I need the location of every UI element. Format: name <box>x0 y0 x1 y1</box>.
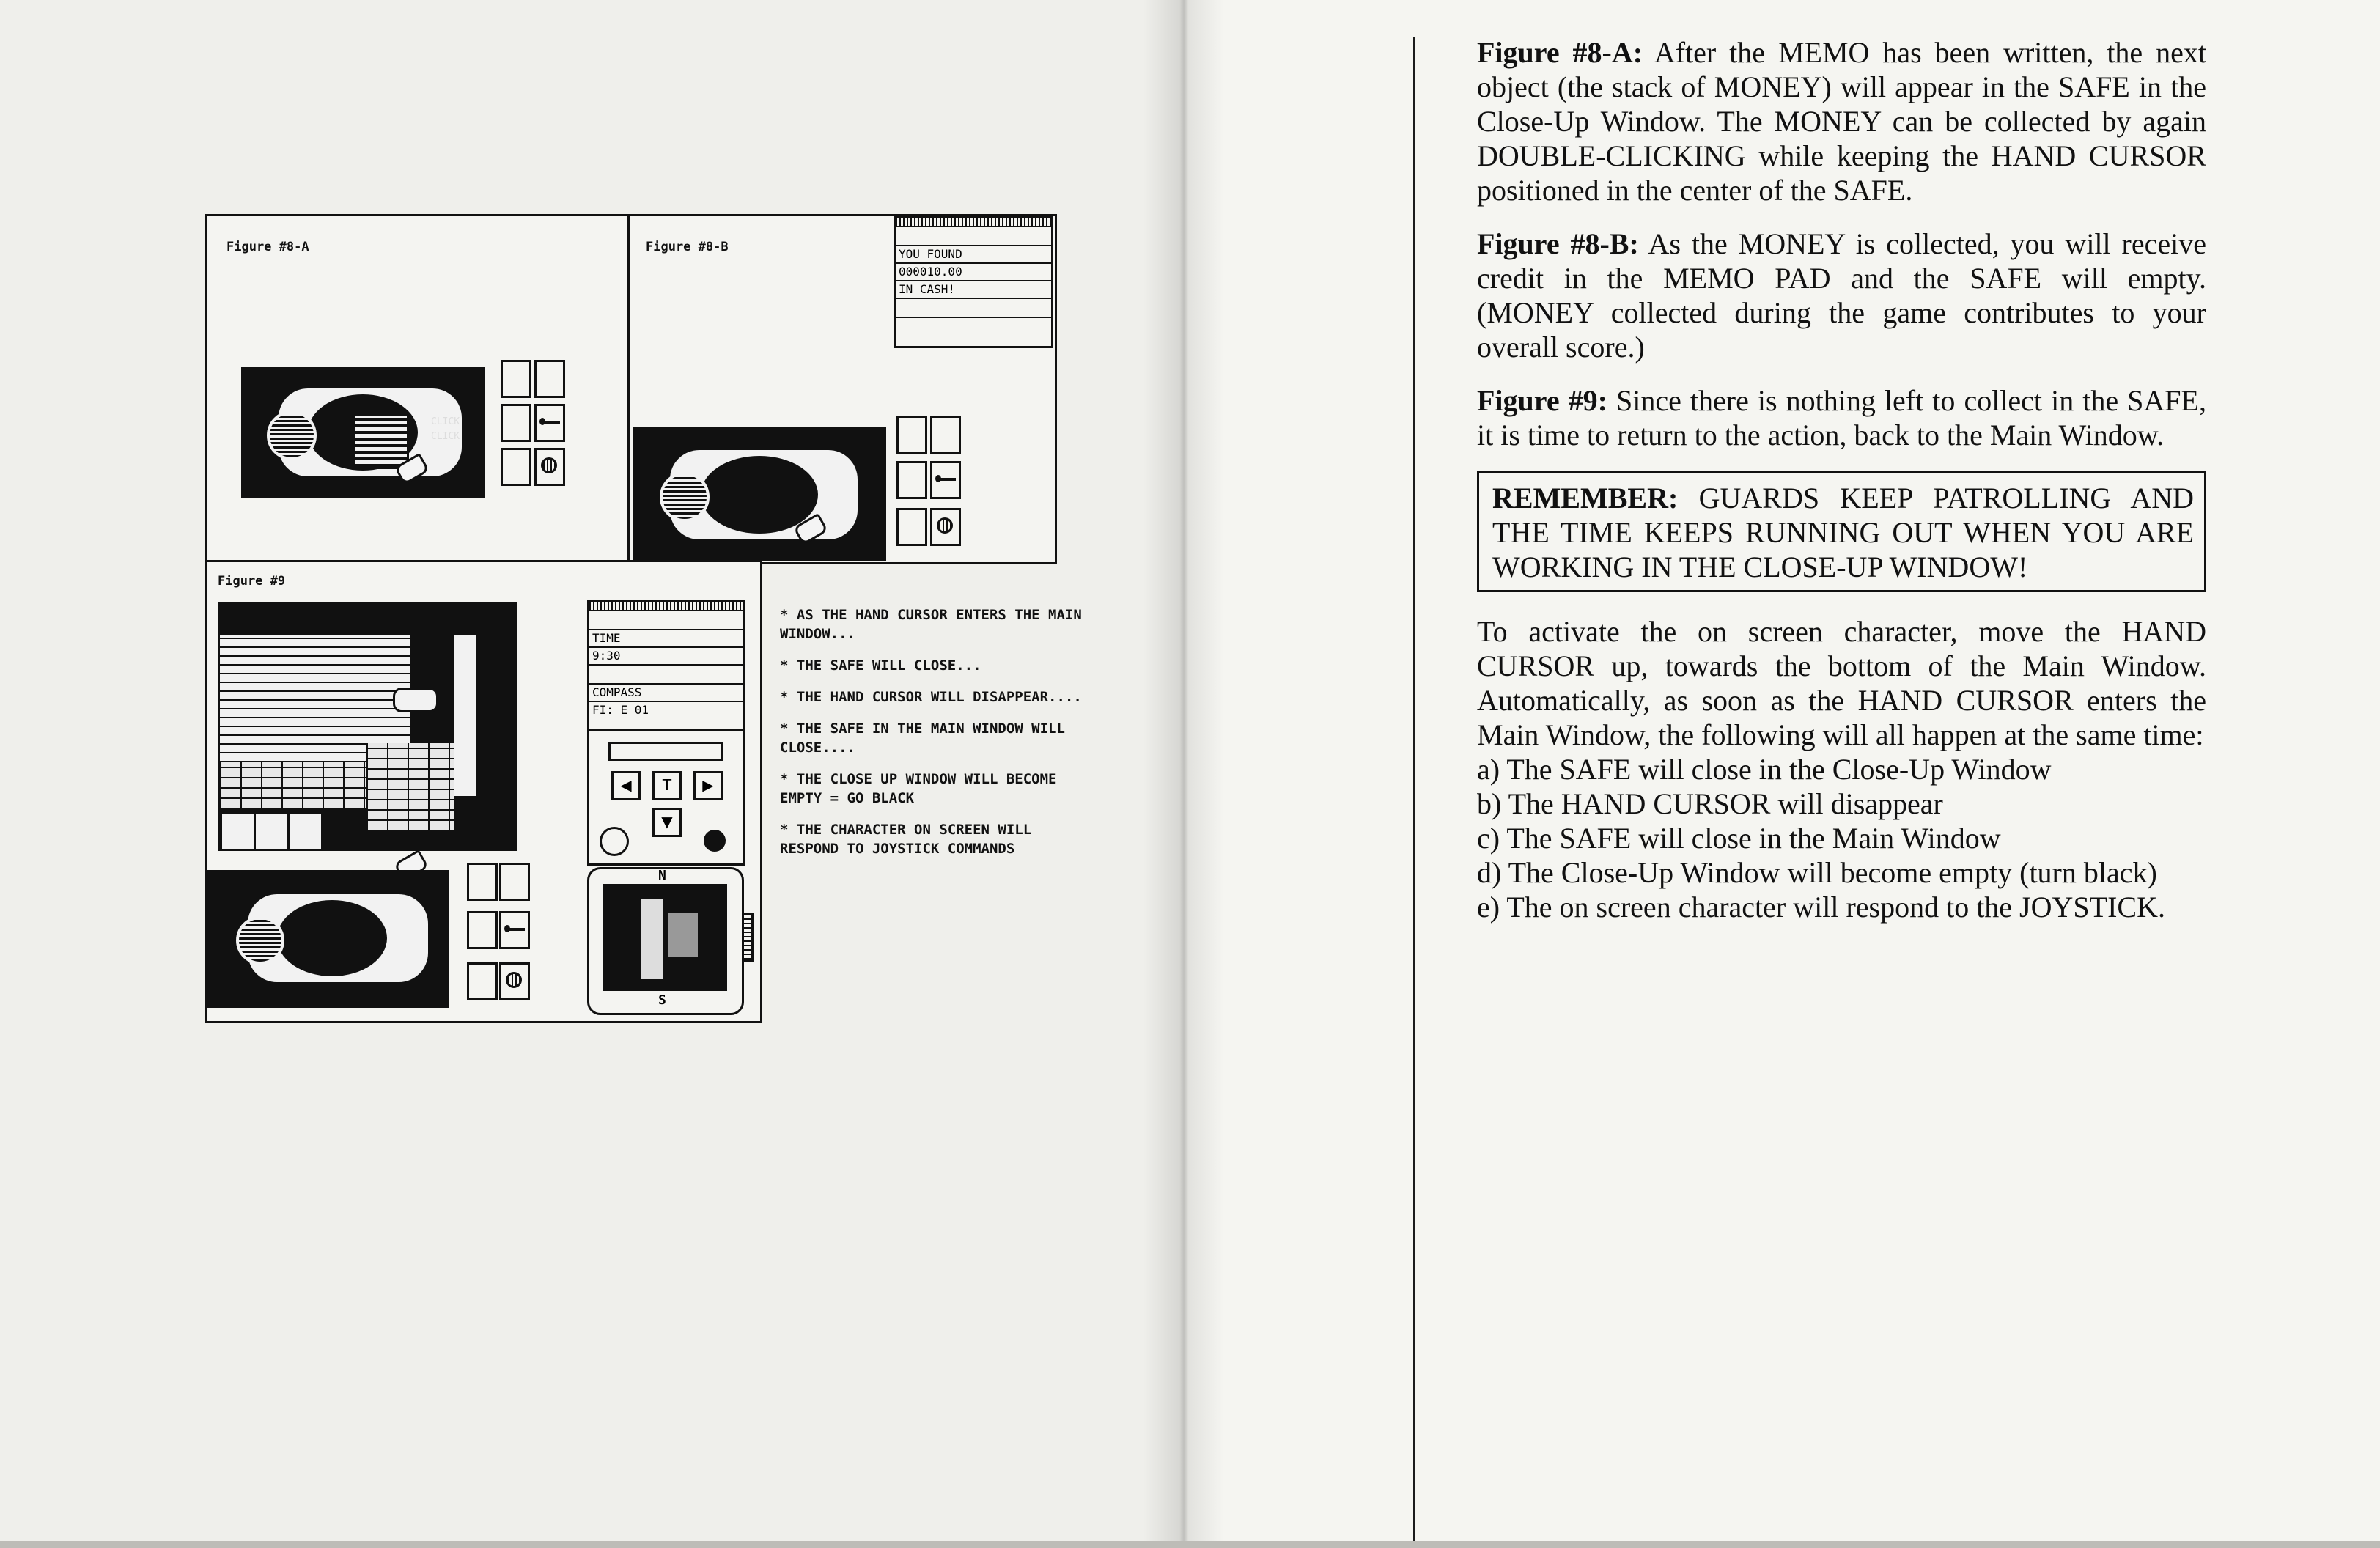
page-bottom-edge <box>0 1541 2380 1548</box>
note-item: * THE CHARACTER ON SCREEN WILL RESPOND TO JOYSTICK COMMANDS <box>780 822 1032 857</box>
shelf-block <box>220 812 323 849</box>
control-panel <box>587 729 745 866</box>
book-gutter <box>1143 0 1224 1548</box>
memo-pad <box>894 216 1053 348</box>
figure-8a <box>205 214 632 564</box>
list-item: e) The on screen character will respond to the JOYSTICK. <box>1477 891 2165 924</box>
safe-dial-slot-icon <box>930 508 961 546</box>
floor-pattern <box>366 743 454 831</box>
note-item: * THE SAFE IN THE MAIN WINDOW WILL CLOSE.... <box>780 720 1065 756</box>
inventory-slot <box>896 508 927 546</box>
note-item: * AS THE HAND CURSOR ENTERS THE MAIN WINDOW... <box>780 607 1082 642</box>
bomb-icon <box>704 830 726 852</box>
figure-8b-label: Figure #8-B <box>646 240 729 254</box>
safe-dial-icon <box>267 410 317 460</box>
margin-rule <box>1413 37 1415 1548</box>
time-label: TIME <box>589 630 743 648</box>
inventory-slot <box>467 962 498 1000</box>
inventory-slot <box>896 416 927 454</box>
paragraph-fig-8a <box>1477 35 2206 207</box>
compass-south: S <box>658 992 666 1008</box>
inventory-slot <box>501 360 531 398</box>
paragraph-instructions: To activate the on screen character, move the HAND CURSOR up, towards the bottom of the Main Window. Automatically, as soon as the HAND CURSOR enters the Main Window, the following will all happen at the same time: <box>1477 615 2206 751</box>
note-item: * THE HAND CURSOR WILL DISAPPEAR.... <box>780 689 1082 705</box>
paragraph-body: After the MEMO has been written, the next object (the stack of MONEY) will appear in the SAFE in the Close-Up Window. The MONEY can be collected by again DOUBLE-CLICKING while keeping the HAND CURSOR positioned in the center of the SAFE. <box>1477 36 2207 207</box>
main-window <box>218 602 517 851</box>
stopwatch-icon <box>600 827 629 856</box>
figure-8b <box>627 214 1057 564</box>
paragraph-title: Figure #8-B: <box>1477 227 1639 260</box>
list-item: d) The Close-Up Window will become empty (turn black) <box>1477 856 2157 889</box>
paragraph-title: Figure #8-A: <box>1477 36 1643 69</box>
paragraph-fig-8b <box>1477 226 2206 364</box>
memo-line <box>589 666 743 685</box>
list-item: a) The SAFE will close in the Close-Up Window <box>1477 753 2052 786</box>
memo-line: 000010.00 <box>896 264 1051 281</box>
inventory-slot <box>930 416 961 454</box>
safe-dial-icon <box>660 472 710 522</box>
memo-line <box>589 611 743 630</box>
map-corridor <box>641 899 663 979</box>
key-icon <box>499 911 530 949</box>
figure-9 <box>205 560 762 1023</box>
safe-dial-slot-icon <box>534 448 565 486</box>
use-button: T <box>652 771 682 800</box>
map-scrollbar <box>742 913 754 962</box>
inventory-slot <box>896 461 927 499</box>
figure-8a-label: Figure #8-A <box>226 240 309 254</box>
paragraph-fig-9 <box>1477 383 2206 452</box>
memo-line: YOU FOUND <box>896 246 1051 264</box>
inventory-slot <box>501 448 531 486</box>
note-item: * THE SAFE WILL CLOSE... <box>780 657 981 674</box>
arrow-right-button: ▶ <box>693 771 723 800</box>
paragraph-body: As the MONEY is collected, you will receive credit in the MEMO PAD and the SAFE will empty. (MONEY collected during the game contributes to your overall score.) <box>1477 227 2207 364</box>
inventory-slot <box>499 863 530 901</box>
character-icon <box>393 688 438 712</box>
inventory-slot <box>467 863 498 901</box>
closeup-window <box>207 870 449 1008</box>
progress-bar <box>608 742 723 761</box>
figure-9-label: Figure #9 <box>218 574 286 589</box>
arrow-down-button: ▼ <box>652 808 682 837</box>
safe-dial-icon <box>236 916 284 965</box>
remember-callout <box>1477 471 2206 592</box>
memo-line <box>896 299 1051 318</box>
note-item: * THE CLOSE UP WINDOW WILL BECOME EMPTY = GO BLACK <box>780 771 1057 806</box>
safe-door <box>277 900 387 976</box>
safe-dial-slot-icon <box>499 962 530 1000</box>
status-panel-header <box>589 602 743 611</box>
inventory-slot <box>534 360 565 398</box>
floor-pattern <box>220 762 366 809</box>
right-page-text <box>1477 35 2206 924</box>
key-icon <box>930 461 961 499</box>
remember-body: GUARDS KEEP PATROLLING AND THE TIME KEEPS RUNNING OUT WHEN YOU ARE WORKING IN THE CLOSE-UP WINDOW! <box>1492 482 2194 583</box>
inventory-slot <box>467 911 498 949</box>
compass-label: COMPASS <box>589 685 743 702</box>
closeup-window <box>633 427 886 561</box>
arrow-left-button: ◀ <box>611 771 641 800</box>
money-stack-icon <box>353 413 409 469</box>
list-item: c) The SAFE will close in the Main Window <box>1477 822 2001 855</box>
wall-column <box>454 635 476 796</box>
memo-line <box>896 227 1051 246</box>
list-item: b) The HAND CURSOR will disappear <box>1477 787 1943 820</box>
time-value: 9:30 <box>589 648 743 666</box>
compass-north: N <box>658 868 666 883</box>
safe-hole-empty <box>701 456 818 534</box>
inventory-slot <box>501 404 531 442</box>
remember-title: REMEMBER: <box>1492 482 1679 515</box>
click-text: CLICK CLICK <box>431 416 460 442</box>
closeup-window <box>241 367 485 498</box>
compass-map <box>587 867 744 1015</box>
paragraph-body: Since there is nothing left to collect in the SAFE, it is time to return to the action, back to the Main Window. <box>1477 384 2206 452</box>
status-panel <box>587 600 745 734</box>
figure-9-notes <box>780 605 1088 871</box>
key-icon <box>534 404 565 442</box>
paragraph-title: Figure #9: <box>1477 384 1607 417</box>
memo-line: IN CASH! <box>896 281 1051 299</box>
memo-pad-header <box>896 218 1051 227</box>
compass-value: FI: E 01 <box>592 703 649 717</box>
map-room <box>668 913 698 957</box>
map-screen <box>603 884 727 991</box>
